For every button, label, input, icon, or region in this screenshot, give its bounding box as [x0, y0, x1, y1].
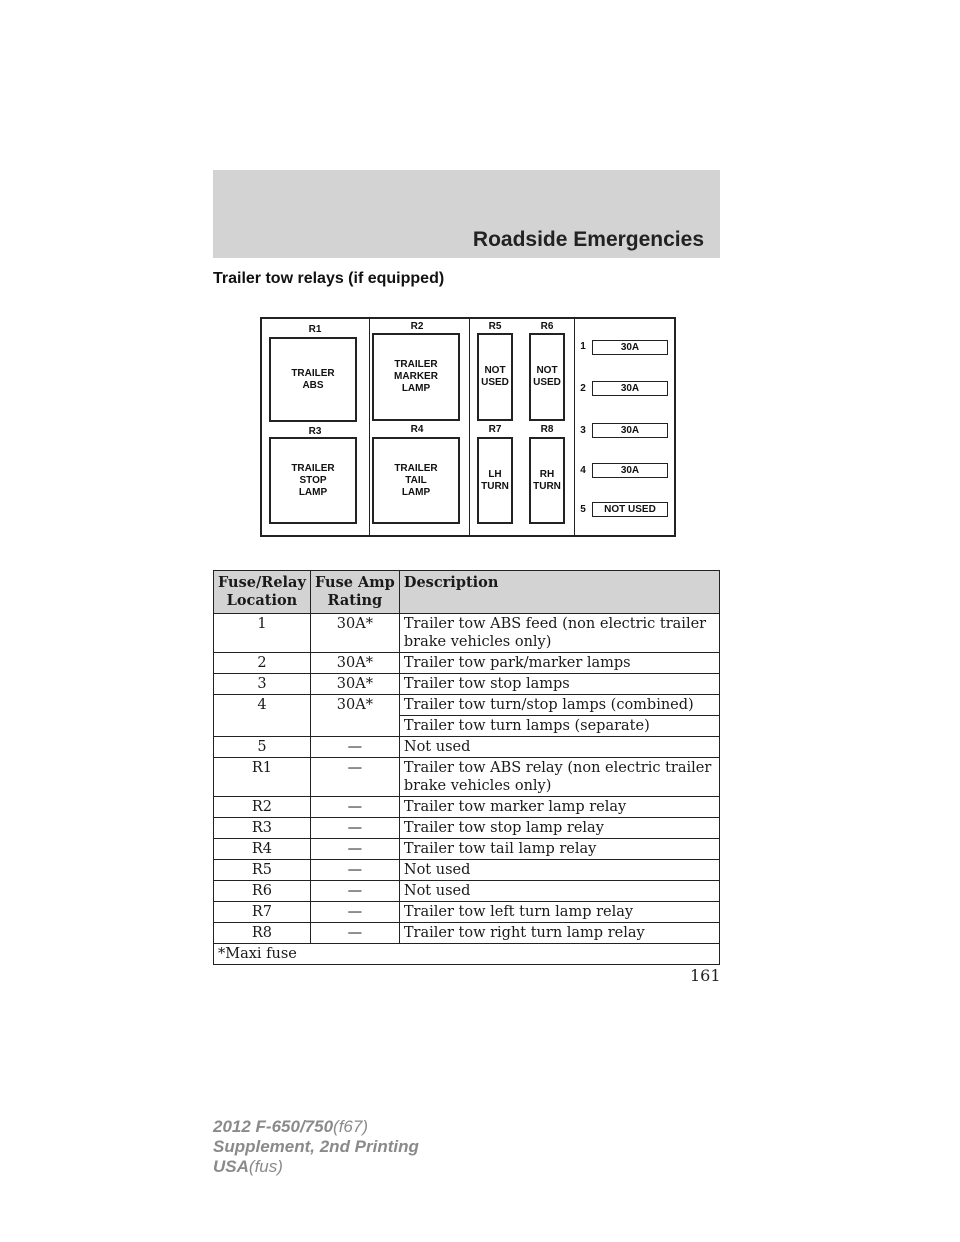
section-title: Roadside Emergencies	[472, 228, 704, 251]
header-band	[213, 170, 720, 258]
table-footnote: *Maxi fuse	[214, 944, 720, 965]
relay-r3: TRAILER STOP LAMP	[269, 437, 357, 524]
footer-market: USA	[213, 1157, 249, 1176]
cell-rating: —	[310, 881, 399, 902]
relay-r4: TRAILER TAIL LAMP	[372, 437, 460, 524]
fuse-3: 30A	[592, 423, 668, 438]
cell-description: Not used	[399, 737, 719, 758]
cell-location: R7	[214, 902, 311, 923]
table-row	[214, 737, 720, 758]
cell-rating: —	[310, 860, 399, 881]
cell-description: Trailer tow stop lamp relay	[399, 818, 719, 839]
table-row	[214, 818, 720, 839]
page-number: 161	[690, 966, 721, 985]
cell-location: R3	[214, 818, 311, 839]
fuse-number-2: 2	[580, 383, 586, 394]
cell-location: R6	[214, 881, 311, 902]
cell-description: Trailer tow turn/stop lamps (combined)	[399, 695, 719, 716]
fuse-1: 30A	[592, 340, 668, 355]
header-rating: Fuse Amp Rating	[310, 571, 399, 614]
table-header-row	[214, 571, 720, 614]
cell-description: Trailer tow tail lamp relay	[399, 839, 719, 860]
cell-location: R1	[214, 758, 311, 797]
cell-description: Trailer tow stop lamps	[399, 674, 719, 695]
cell-description: Not used	[399, 860, 719, 881]
fuse-number-1: 1	[580, 341, 586, 352]
table-row	[214, 758, 720, 797]
relay-r2: TRAILER MARKER LAMP	[372, 333, 460, 421]
table-row	[214, 881, 720, 902]
fuse-number-4: 4	[580, 465, 586, 476]
cell-rating: 30A*	[310, 614, 399, 653]
cell-location: 5	[214, 737, 311, 758]
cell-rating: —	[310, 839, 399, 860]
cell-rating: —	[310, 737, 399, 758]
header-location: Fuse/Relay Location	[214, 571, 311, 614]
fuse-relay-table	[213, 570, 720, 965]
diagram-divider	[369, 319, 370, 535]
cell-description: Trailer tow ABS feed (non electric trailer brake vehicles only)	[399, 614, 719, 653]
cell-rating: —	[310, 818, 399, 839]
cell-location: R8	[214, 923, 311, 944]
table-row	[214, 860, 720, 881]
table-row	[214, 902, 720, 923]
table-row	[214, 923, 720, 944]
relay-id-r6: R6	[540, 321, 554, 332]
cell-location: R4	[214, 839, 311, 860]
footer-imprint	[213, 1117, 419, 1177]
fuse-2: 30A	[592, 381, 668, 396]
table-row	[214, 653, 720, 674]
relay-id-r7: R7	[488, 424, 502, 435]
footer-model: 2012 F-650/750	[213, 1117, 334, 1136]
cell-rating: —	[310, 902, 399, 923]
cell-rating: —	[310, 923, 399, 944]
cell-location	[214, 716, 311, 737]
cell-description: Trailer tow park/marker lamps	[399, 653, 719, 674]
cell-description: Trailer tow right turn lamp relay	[399, 923, 719, 944]
page-heading: Trailer tow relays (if equipped)	[213, 270, 445, 287]
cell-rating: 30A*	[310, 653, 399, 674]
relay-id-r5: R5	[488, 321, 502, 332]
fuse-number-3: 3	[580, 425, 586, 436]
relay-r6: NOT USED	[529, 333, 565, 421]
relay-id-r1: R1	[308, 324, 322, 335]
relay-id-r8: R8	[540, 424, 554, 435]
table-row	[214, 839, 720, 860]
table-row	[214, 674, 720, 695]
cell-description: Trailer tow turn lamps (separate)	[399, 716, 719, 737]
table-row	[214, 614, 720, 653]
footer-printing: Supplement, 2nd Printing	[213, 1137, 419, 1156]
relay-r1: TRAILER ABS	[269, 337, 357, 422]
relay-r5: NOT USED	[477, 333, 513, 421]
relay-id-r4: R4	[410, 424, 424, 435]
cell-location: 3	[214, 674, 311, 695]
cell-description: Not used	[399, 881, 719, 902]
table-row	[214, 695, 720, 716]
cell-rating: 30A*	[310, 674, 399, 695]
relay-r8: RH TURN	[529, 437, 565, 524]
relay-id-r3: R3	[308, 426, 322, 437]
cell-location: 1	[214, 614, 311, 653]
relay-box-diagram	[260, 317, 676, 537]
table-row	[214, 716, 720, 737]
cell-rating: —	[310, 758, 399, 797]
footer-model-code: (f67)	[333, 1117, 369, 1136]
fuse-4: 30A	[592, 463, 668, 478]
table-row	[214, 797, 720, 818]
footer-market-code: (fus)	[248, 1157, 283, 1176]
cell-description: Trailer tow left turn lamp relay	[399, 902, 719, 923]
cell-location: R2	[214, 797, 311, 818]
cell-rating	[310, 716, 399, 737]
diagram-divider	[469, 319, 470, 535]
relay-r7: LH TURN	[477, 437, 513, 524]
fuse-5: NOT USED	[592, 502, 668, 517]
header-description: Description	[399, 571, 719, 614]
cell-location: R5	[214, 860, 311, 881]
cell-description: Trailer tow ABS relay (non electric trailer brake vehicles only)	[399, 758, 719, 797]
relay-id-r2: R2	[410, 321, 424, 332]
diagram-divider	[574, 319, 575, 535]
cell-location: 4	[214, 695, 311, 716]
cell-location: 2	[214, 653, 311, 674]
fuse-number-5: 5	[580, 504, 586, 515]
table-footnote-row	[214, 944, 720, 965]
cell-description: Trailer tow marker lamp relay	[399, 797, 719, 818]
cell-rating: —	[310, 797, 399, 818]
cell-rating: 30A*	[310, 695, 399, 716]
